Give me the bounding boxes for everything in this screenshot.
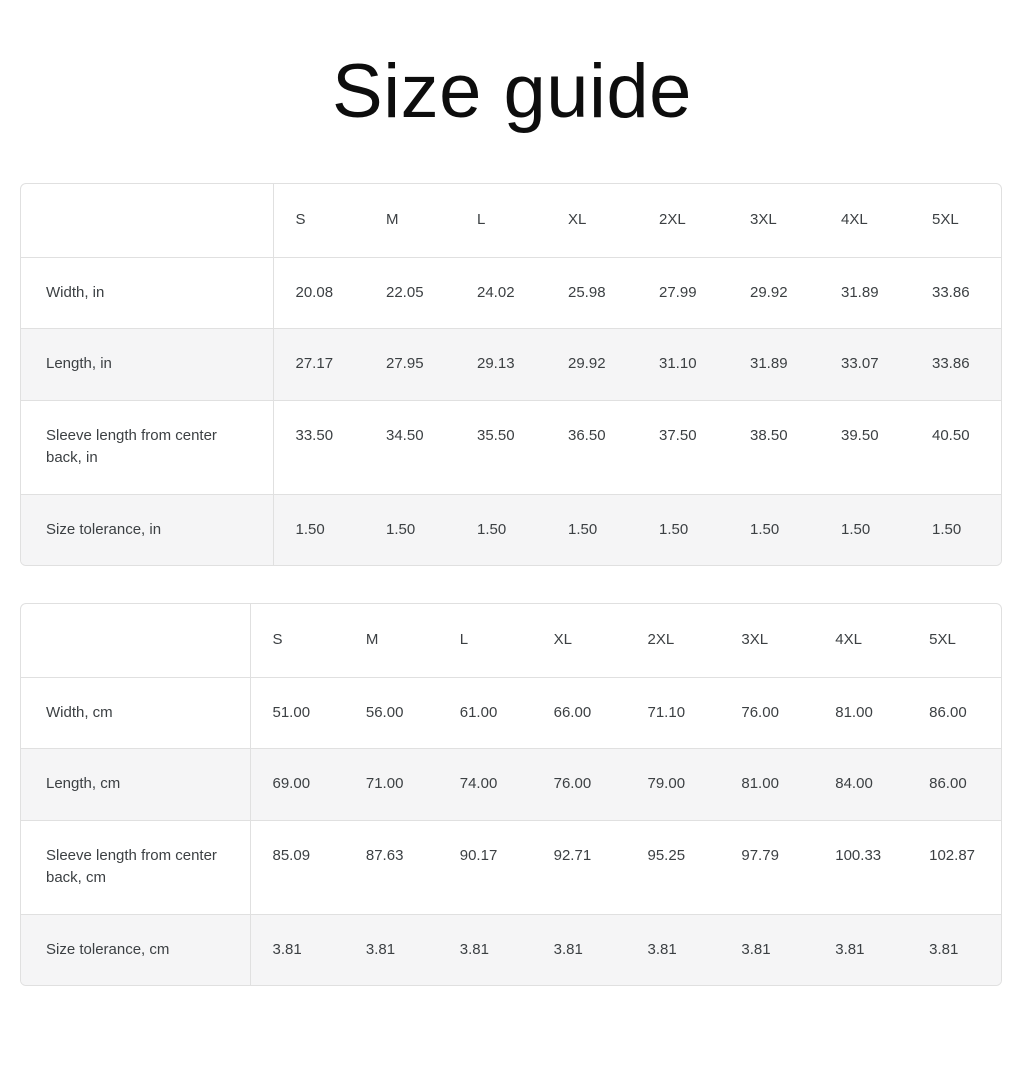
size-value-cell: 24.02 — [477, 283, 515, 301]
size-value-cell: 86.00 — [929, 775, 967, 792]
header-row — [21, 604, 1001, 677]
size-value-cell: 76.00 — [553, 775, 592, 792]
size-value-cell: 20.08 — [295, 283, 334, 301]
size-value-cell: 31.89 — [841, 283, 879, 301]
size-value-cell: 1.50 — [932, 520, 962, 538]
size-value-cell: 69.00 — [272, 775, 311, 792]
size-value-cell: 81.00 — [741, 775, 779, 792]
page-title: Size guide — [332, 49, 692, 134]
corner-cell — [21, 604, 250, 677]
size-value-cell: 1.50 — [750, 520, 780, 538]
size-value-cell: 66.00 — [553, 703, 592, 721]
size-value-cell: 1.50 — [568, 520, 598, 538]
row-label: Length, in — [21, 329, 273, 401]
table-row — [21, 257, 1001, 329]
size-column-header: 3XL — [741, 631, 769, 648]
size-column-header: XL — [553, 631, 572, 648]
size-value-cell: 33.86 — [932, 355, 970, 372]
size-value-cell: 27.99 — [659, 283, 697, 301]
row-label: Sleeve length from center back, in — [21, 400, 273, 494]
size-column-header: L — [459, 631, 469, 648]
table-row — [21, 914, 1001, 985]
size-table — [21, 604, 1001, 985]
row-label: Sleeve length from center back, cm — [21, 820, 250, 914]
size-value-cell: 71.10 — [647, 703, 686, 721]
size-value-cell: 3.81 — [272, 940, 302, 958]
size-value-cell: 27.17 — [295, 355, 334, 372]
table-row — [21, 329, 1001, 401]
size-column-header: XL — [568, 211, 587, 228]
size-value-cell: 84.00 — [835, 775, 873, 792]
size-guide-page — [0, 42, 1024, 986]
size-value-cell: 37.50 — [659, 426, 697, 444]
size-value-cell: 36.50 — [568, 426, 606, 444]
size-value-cell: 71.00 — [365, 775, 404, 792]
size-value-cell: 3.81 — [835, 940, 865, 958]
table-row — [21, 677, 1001, 749]
size-value-cell: 3.81 — [365, 940, 396, 958]
size-value-cell: 31.89 — [750, 355, 788, 372]
size-value-cell: 33.86 — [932, 283, 970, 301]
table-row — [21, 400, 1001, 494]
row-label: Width, in — [21, 257, 273, 329]
size-value-cell: 3.81 — [459, 940, 489, 958]
size-value-cell: 86.00 — [929, 703, 967, 721]
size-column-header: S — [272, 631, 283, 648]
size-value-cell: 74.00 — [459, 775, 498, 792]
size-value-cell: 29.13 — [477, 355, 515, 372]
size-table-inches-card — [20, 183, 1002, 566]
size-value-cell: 38.50 — [750, 426, 788, 444]
size-column-header: L — [477, 211, 486, 228]
size-value-cell: 81.00 — [835, 703, 873, 721]
size-value-cell: 79.00 — [647, 775, 686, 792]
table-row — [21, 820, 1001, 914]
size-value-cell: 56.00 — [365, 703, 404, 721]
row-label: Size tolerance, in — [21, 494, 273, 565]
size-value-cell: 1.50 — [295, 520, 325, 538]
size-value-cell: 1.50 — [386, 520, 416, 538]
size-column-header: 5XL — [929, 631, 956, 648]
size-value-cell: 33.07 — [841, 355, 879, 372]
size-value-cell: 1.50 — [841, 520, 871, 538]
size-value-cell: 92.71 — [553, 846, 592, 864]
row-label: Length, cm — [21, 749, 250, 821]
size-value-cell: 29.92 — [568, 355, 606, 372]
size-column-header: 2XL — [647, 631, 675, 648]
size-value-cell: 33.50 — [295, 426, 334, 444]
size-value-cell: 97.79 — [741, 846, 779, 864]
header-row — [21, 184, 1001, 257]
size-value-cell: 39.50 — [841, 426, 879, 444]
size-value-cell: 27.95 — [386, 355, 424, 372]
size-value-cell: 95.25 — [647, 846, 686, 864]
size-value-cell: 31.10 — [659, 355, 697, 372]
size-value-cell: 25.98 — [568, 283, 606, 301]
size-column-header: 2XL — [659, 211, 686, 228]
size-value-cell: 40.50 — [932, 426, 970, 444]
size-column-header: 5XL — [932, 211, 959, 228]
size-value-cell: 87.63 — [365, 846, 404, 864]
size-value-cell: 3.81 — [647, 940, 677, 958]
size-value-cell: 34.50 — [386, 426, 424, 444]
row-label: Size tolerance, cm — [21, 914, 250, 985]
size-value-cell: 1.50 — [659, 520, 689, 538]
size-table — [21, 184, 1001, 565]
size-column-header: S — [295, 211, 306, 228]
size-value-cell: 85.09 — [272, 846, 311, 864]
size-value-cell: 22.05 — [386, 283, 424, 301]
table-row — [21, 749, 1001, 821]
size-column-header: 4XL — [835, 631, 862, 648]
size-value-cell: 102.87 — [929, 846, 976, 864]
row-label: Width, cm — [21, 677, 250, 749]
size-value-cell: 29.92 — [750, 283, 788, 301]
size-value-cell: 3.81 — [553, 940, 583, 958]
size-value-cell: 90.17 — [459, 846, 498, 864]
size-column-header: M — [386, 211, 399, 228]
size-value-cell: 35.50 — [477, 426, 515, 444]
size-column-header: 4XL — [841, 211, 868, 228]
size-value-cell: 76.00 — [741, 703, 779, 721]
size-table-cm-card — [20, 603, 1002, 986]
size-value-cell: 3.81 — [741, 940, 771, 958]
size-value-cell: 51.00 — [272, 703, 311, 721]
size-value-cell: 100.33 — [835, 846, 882, 864]
size-value-cell: 1.50 — [477, 520, 507, 538]
size-column-header: 3XL — [750, 211, 777, 228]
table-row — [21, 494, 1001, 565]
size-value-cell: 61.00 — [459, 703, 498, 721]
size-value-cell: 3.81 — [929, 940, 959, 958]
size-column-header: M — [365, 631, 379, 648]
corner-cell — [21, 184, 273, 257]
